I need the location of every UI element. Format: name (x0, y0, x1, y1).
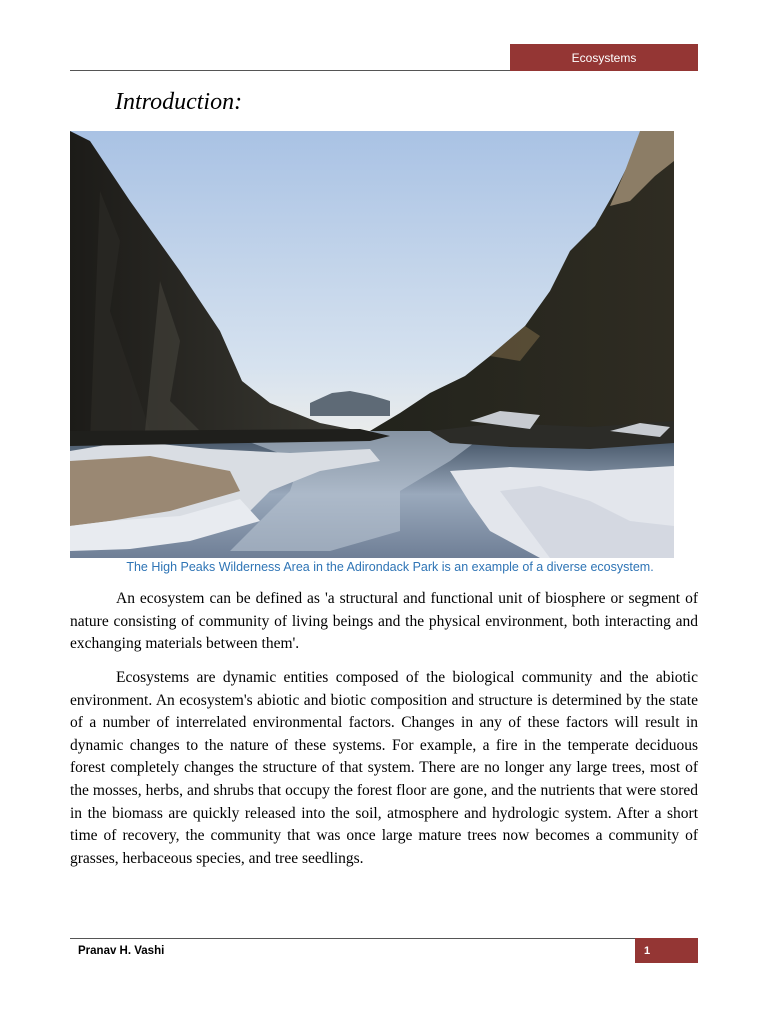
header-rule (70, 70, 510, 71)
figure-caption: The High Peaks Wilderness Area in the Adirondack Park is an example of a diverse ecosystem. (126, 560, 654, 574)
header-section-badge (510, 44, 698, 71)
paragraph-dynamics: Ecosystems are dynamic entities composed of the biological community and the abiotic environment. An ecosystem's abiotic and biotic composition and structure is determined by the state of a number of interrelated environmental factors. Changes in any of these factors will result in dynamic changes to the nature of these systems. For example, a fire in the temperate deciduous forest completely changes the structure of that system. There are no longer any large trees, most of the mosses, herbs, and shrubs that occupy the forest floor are gone, and the nutrients that were stored in the biomass are quickly released into the soil, atmosphere and hydrologic system. After a short time of recovery, the community that was once large mature trees now becomes a community of grasses, herbaceous species, and tree seedlings. (70, 669, 698, 867)
header-section-title: Ecosystems (571, 50, 637, 65)
valley-photo (70, 131, 674, 558)
section-heading: Introduction: (115, 89, 243, 115)
footer-author: Pranav H. Vashi (78, 945, 165, 957)
footer-rule (70, 938, 635, 939)
paragraph-definition: An ecosystem can be defined as 'a structural and functional unit of biosphere or segment of nature consisting of community of living beings and the physical environment, both interacting and exchanging materials between them'. (70, 590, 698, 653)
page-number-badge (635, 938, 698, 963)
page-number: 1 (644, 944, 651, 957)
